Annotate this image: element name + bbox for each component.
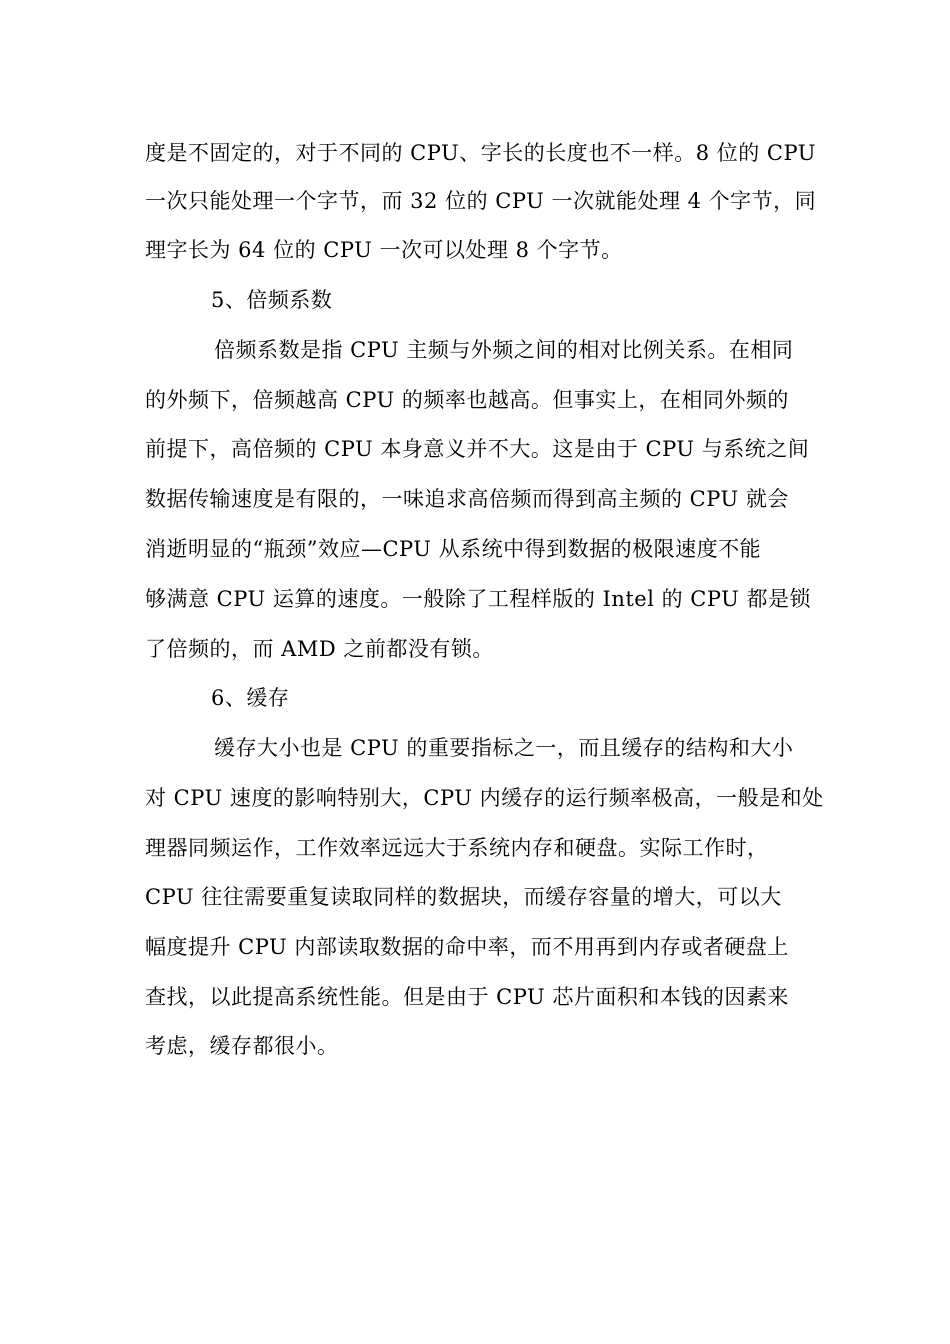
text-line: 查找，以此提高系统性能。但是由于 CPU 芯片面积和本钱的因素来 — [145, 985, 789, 1009]
text-line: CPU 往往需要重复读取同样的数据块，而缓存容量的增大，可以大 — [145, 885, 782, 909]
text-line: 考虑，缓存都很小。 — [145, 1034, 339, 1058]
text-line: 的外频下，倍频越高 CPU 的频率也越高。但事实上，在相同外频的 — [145, 388, 789, 412]
text-line: 消逝明显的“瓶颈”效应—CPU 从系统中得到数据的极限速度不能 — [145, 537, 762, 561]
text-line: 幅度提升 CPU 内部读取数据的命中率，而不用再到内存或者硬盘上 — [145, 935, 789, 959]
text-line: 了倍频的，而 AMD 之前都没有锁。 — [145, 637, 494, 661]
text-line: 一次只能处理一个字节，而 32 位的 CPU 一次就能处理 4 个字节，同 — [145, 189, 817, 213]
text-line: 前提下，高倍频的 CPU 本身意义并不大。这是由于 CPU 与系统之间 — [145, 437, 810, 461]
section-heading: 5、倍频系数 — [211, 288, 333, 312]
text-line: 数据传输速度是有限的，一味追求高倍频而得到高主频的 CPU 就会 — [145, 487, 789, 511]
text-line: 够满意 CPU 运算的速度。一般除了工程样版的 Intel 的 CPU 都是锁 — [145, 587, 812, 611]
text-line: 度是不固定的，对于不同的 CPU、字长的长度也不一样。8 位的 CPU — [145, 141, 816, 165]
section-heading: 6、缓存 — [211, 686, 290, 710]
text-line: 理器同频运作，工作效率远远大于系统内存和硬盘。实际工作时， — [145, 836, 769, 860]
text-line: 缓存大小也是 CPU 的重要指标之一，而且缓存的结构和大小 — [214, 736, 794, 760]
text-line: 倍频系数是指 CPU 主频与外频之间的相对比例关系。在相同 — [214, 338, 794, 362]
text-line: 对 CPU 速度的影响特别大，CPU 内缓存的运行频率极高，一般是和处 — [145, 786, 824, 810]
text-line: 理字长为 64 位的 CPU 一次可以处理 8 个字节。 — [145, 238, 623, 262]
